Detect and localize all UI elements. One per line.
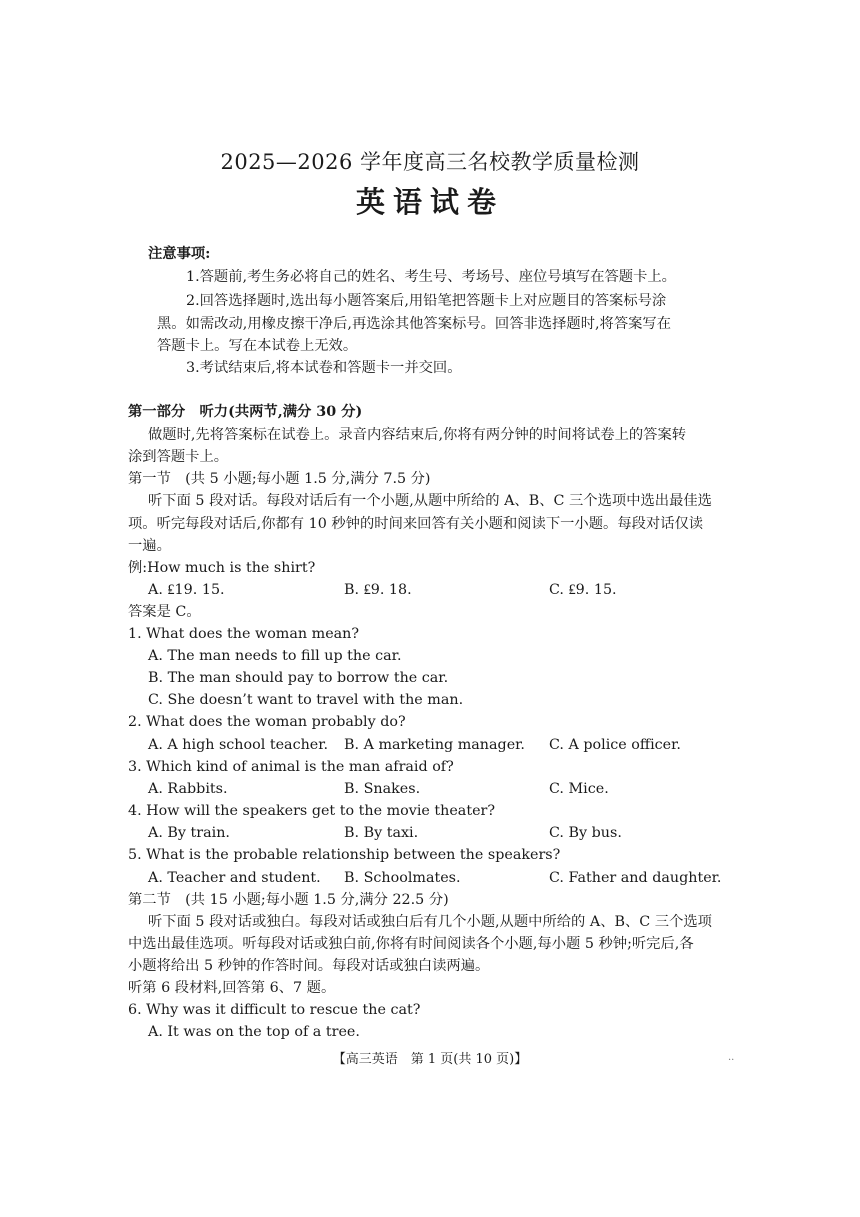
note-item-1: 1.答题前,考生务必将自己的姓名、考生号、考场号、座位号填写在答题卡上。 (186, 269, 676, 285)
question-4-option-b: B. By taxi. (344, 825, 419, 841)
section1-instruction-line-1: 听下面 5 段对话。每段对话后有一个小题,从题中所给的 A、B、C 三个选项中选出最佳选 (148, 493, 712, 509)
question-2-option-c: C. A police officer. (549, 737, 681, 753)
subject-title: 英语试卷 (355, 185, 504, 219)
question-5: 5. What is the probable relationship between the speakers? (128, 847, 561, 863)
question-1-option-b: B. The man should pay to borrow the car. (148, 670, 449, 686)
page-footer: 【高三英语 第 1 页(共 10 页)】 (332, 1052, 528, 1067)
question-5-option-c: C. Father and daughter. (549, 870, 722, 886)
example-option-b: B. ₤9. 18. (344, 582, 412, 598)
section1-instruction-line-2: 项。听完每段对话后,你都有 10 秒钟的时间来回答有关小题和阅读下一小题。每段对话仅读 (128, 516, 704, 532)
section2-heading: 第二节 (共 15 小题;每小题 1.5 分,满分 22.5 分) (128, 892, 449, 908)
section2-instruction-line-2: 中选出最佳选项。听每段对话或独白前,你将有时间阅读各个小题,每小题 5 秒钟;听完后,各 (128, 936, 694, 952)
question-2: 2. What does the woman probably do? (128, 714, 406, 730)
notes-heading: 注意事项: (148, 246, 211, 262)
example-option-a: A. ₤19. 15. (148, 582, 225, 598)
question-1-option-a: A. The man needs to fill up the car. (148, 648, 402, 664)
note-item-2-line-2: 黑。如需改动,用橡皮擦干净后,再选涂其他答案标号。回答非选择题时,将答案写在 (157, 316, 672, 332)
question-5-option-b: B. Schoolmates. (344, 870, 461, 886)
corner-mark: .. (728, 1052, 735, 1063)
section2-instruction-line-3: 小题将给出 5 秒钟的作答时间。每段对话或独白读两遍。 (128, 958, 490, 974)
part1-intro-line-1: 做题时,先将答案标在试卷上。录音内容结束后,你将有两分钟的时间将试卷上的答案转 (148, 427, 687, 443)
question-4-option-a: A. By train. (148, 825, 230, 841)
question-3-option-a: A. Rabbits. (148, 781, 228, 797)
exam-title: 2025—2026 学年度高三名校教学质量检测 (220, 150, 640, 174)
question-2-option-a: A. A high school teacher. (148, 737, 329, 753)
question-3-option-b: B. Snakes. (344, 781, 421, 797)
part1-heading: 第一部分 听力(共两节,满分 30 分) (128, 404, 363, 420)
note-item-2-line-1: 2.回答选择题时,选出每小题答案后,用铅笔把答题卡上对应题目的答案标号涂 (186, 293, 667, 309)
question-2-option-b: B. A marketing manager. (344, 737, 525, 753)
note-item-3: 3.考试结束后,将本试卷和答题卡一并交回。 (186, 360, 462, 376)
question-5-option-a: A. Teacher and student. (148, 870, 321, 886)
part1-intro-line-2: 涂到答题卡上。 (128, 449, 229, 465)
section2-instruction-line-1: 听下面 5 段对话或独白。每段对话或独白后有几个小题,从题中所给的 A、B、C 三个选项 (148, 914, 712, 930)
material-6-instruction: 听第 6 段材料,回答第 6、7 题。 (128, 980, 336, 996)
section1-instruction-line-3: 一遍。 (128, 538, 171, 554)
note-item-2-line-3: 答题卡上。写在本试卷上无效。 (157, 338, 358, 354)
question-4: 4. How will the speakers get to the movie theater? (128, 803, 496, 819)
question-3-option-c: C. Mice. (549, 781, 609, 797)
question-3: 3. Which kind of animal is the man afraid of? (128, 759, 454, 775)
example-answer: 答案是 C。 (128, 604, 201, 620)
example-option-c: C. ₤9. 15. (549, 582, 617, 598)
question-4-option-c: C. By bus. (549, 825, 622, 841)
question-6-option-a: A. It was on the top of a tree. (148, 1024, 360, 1040)
example-question: 例:How much is the shirt? (128, 560, 316, 576)
question-1-option-c: C. She doesn’t want to travel with the man. (148, 692, 464, 708)
section1-heading: 第一节 (共 5 小题;每小题 1.5 分,满分 7.5 分) (128, 471, 431, 487)
question-6: 6. Why was it difficult to rescue the cat? (128, 1002, 421, 1018)
question-1: 1. What does the woman mean? (128, 626, 360, 642)
